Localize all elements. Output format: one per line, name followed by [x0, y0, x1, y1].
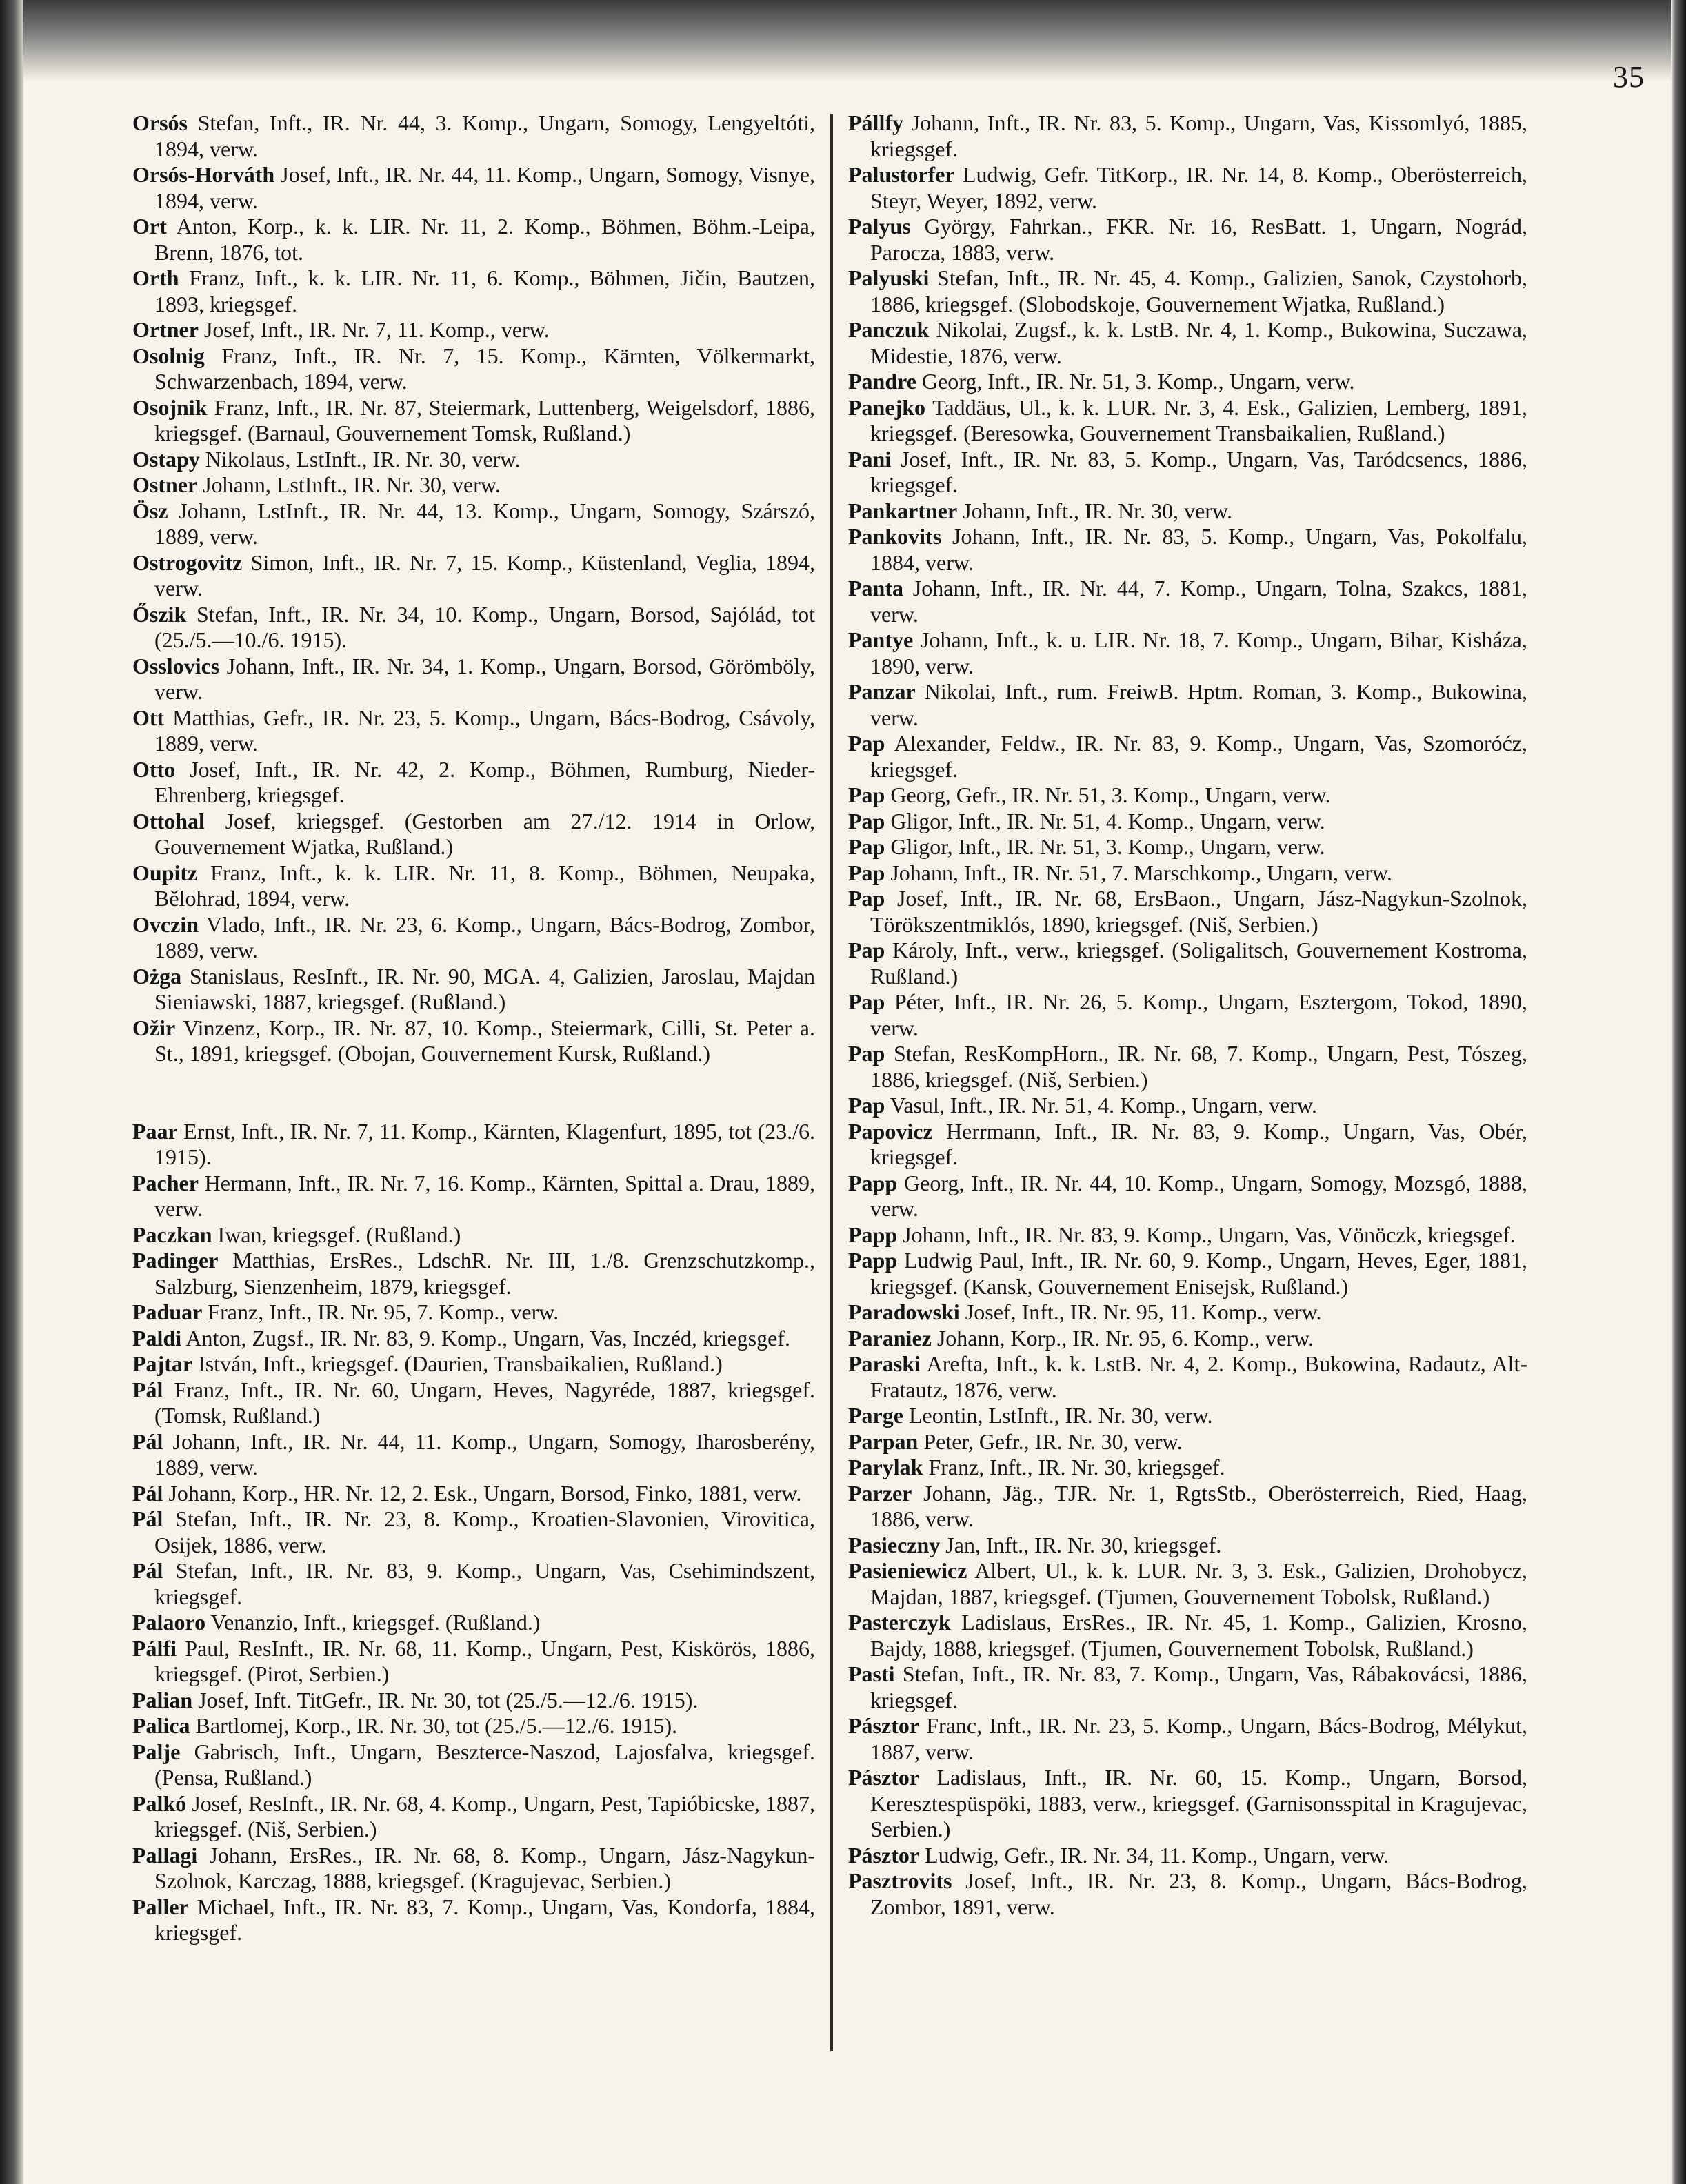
- right-column: [848, 110, 1527, 1920]
- entry-surname: Pásztor: [848, 1713, 920, 1738]
- entry-surname: Pankartner: [848, 498, 958, 523]
- entry-surname: Otto: [132, 756, 176, 782]
- entry-surname: Pap: [848, 989, 885, 1014]
- entry-surname: Panta: [848, 576, 903, 600]
- entry-surname: Pállfy: [848, 110, 903, 135]
- register-entry: [132, 912, 815, 964]
- entry-surname: Osojnik: [132, 394, 208, 420]
- entry-surname: Palkó: [132, 1790, 187, 1816]
- register-entry: [132, 1506, 815, 1558]
- entry-details: Johann, Korp., HR. Nr. 12, 2. Esk., Ungarn, Borsod, Finko, 1881, verw.: [168, 1480, 802, 1506]
- entry-details: Josef, Inft., IR. Nr. 44, 11. Komp., Ungarn, Somogy, Visnye, 1894, verw.: [154, 162, 816, 213]
- entry-details: Peter, Gefr., IR. Nr. 30, verw.: [923, 1428, 1183, 1454]
- register-entry: [848, 989, 1527, 1041]
- entry-details: Georg, Inft., IR. Nr. 51, 3. Komp., Ungarn, verw.: [921, 369, 1355, 394]
- entry-details: Ludwig Paul, Inft., IR. Nr. 60, 9. Komp., Ungarn, Heves, Eger, 1881, kriegsgef. (Kansk, Gouvernement Enisejsk, Rußland.): [870, 1248, 1528, 1299]
- register-entry: [132, 1610, 815, 1636]
- entry-details: Arefta, Inft., k. k. LstB. Nr. 4, 2. Komp., Bukowina, Radautz, Alt-Fratautz, 1876, verw.: [870, 1351, 1528, 1402]
- entry-details: Nikolaus, LstInft., IR. Nr. 30, verw.: [205, 446, 521, 472]
- entry-details: Péter, Inft., IR. Nr. 26, 5. Komp., Ungarn, Esztergom, Tokod, 1890, verw.: [870, 989, 1528, 1040]
- register-entry: [848, 265, 1527, 317]
- entry-surname: Ottohal: [132, 808, 205, 833]
- entry-surname: Paradowski: [848, 1300, 960, 1324]
- entry-surname: Parzer: [848, 1480, 912, 1506]
- entry-surname: Pacher: [132, 1170, 199, 1195]
- entry-details: Ludwig, Gefr., IR. Nr. 34, 11. Komp., Ungarn, verw.: [925, 1842, 1389, 1868]
- entry-surname: Paldi: [132, 1325, 182, 1351]
- entry-details: Josef, Inft. TitGefr., IR. Nr. 30, tot (25./5.—12./6. 1915).: [198, 1687, 699, 1712]
- register-entry: [848, 1765, 1527, 1843]
- entry-details: Johann, Inft., IR. Nr. 83, 5. Komp., Ungarn, Vas, Pokolfalu, 1884, verw.: [870, 524, 1528, 575]
- entry-details: Venanzio, Inft., kriegsgef. (Rußland.): [210, 1610, 541, 1635]
- entry-surname: Pasieczny: [848, 1532, 941, 1557]
- entry-details: Franz, Inft., IR. Nr. 87, Steiermark, Luttenberg, Weigelsdorf, 1886, kriegsgef. (Barnaul, Gouvernement Tomsk, Rußland.): [154, 394, 816, 445]
- entry-surname: Panejko: [848, 394, 925, 420]
- entry-surname: Pap: [848, 886, 885, 911]
- register-entry: [132, 1843, 815, 1894]
- page-number: 35: [1613, 60, 1645, 94]
- entry-details: Stefan, Inft., IR. Nr. 83, 9. Komp., Ungarn, Vas, Csehimindszent, kriegsgef.: [154, 1558, 816, 1609]
- entry-surname: Pap: [848, 1093, 885, 1118]
- register-entry: [848, 1093, 1527, 1119]
- entry-details: Franc, Inft., IR. Nr. 23, 5. Komp., Ungarn, Bács-Bodrog, Mélykut, 1887, verw.: [870, 1713, 1528, 1764]
- scan-shadow-left: [0, 0, 23, 2184]
- entry-surname: Pandre: [848, 369, 916, 394]
- entry-surname: Pap: [848, 731, 885, 756]
- register-entry: [132, 705, 815, 757]
- entry-surname: Pasterczyk: [848, 1610, 951, 1635]
- entry-surname: Oupitz: [132, 860, 198, 885]
- register-entry: [848, 576, 1527, 627]
- entry-details: Vasul, Inft., IR. Nr. 51, 4. Komp., Ungarn, verw.: [890, 1093, 1317, 1118]
- register-entry: [132, 964, 815, 1015]
- entry-details: Johann, Inft., IR. Nr. 34, 1. Komp., Ungarn, Borsod, Görömböly, verw.: [154, 653, 816, 704]
- entry-details: Franz, Inft., IR. Nr. 30, kriegsgef.: [928, 1455, 1225, 1479]
- entry-details: Paul, ResInft., IR. Nr. 68, 11. Komp., Ungarn, Pest, Kiskörös, 1886, kriegsgef. (Pirot, Serbien.): [154, 1635, 816, 1686]
- entry-details: Johann, Korp., IR. Nr. 95, 6. Komp., verw.: [936, 1325, 1314, 1351]
- entry-details: Gabrisch, Inft., Ungarn, Beszterce-Naszod, Lajosfalva, kriegsgef. (Pensa, Rußland.): [154, 1739, 816, 1790]
- register-entry: [848, 110, 1527, 162]
- entry-surname: Palustorfer: [848, 162, 955, 187]
- entry-surname: Parge: [848, 1403, 903, 1428]
- column-divider: [830, 114, 833, 2051]
- entry-surname: Papp: [848, 1248, 898, 1273]
- register-entry: [848, 524, 1527, 576]
- entry-details: Johann, Inft., IR. Nr. 51, 7. Marschkomp., Ungarn, verw.: [890, 860, 1392, 885]
- register-entry: [848, 1403, 1527, 1429]
- register-entry: [132, 550, 815, 602]
- entry-surname: Pál: [132, 1428, 163, 1454]
- entry-surname: Osslovics: [132, 653, 220, 678]
- entry-details: Johann, Inft., k. u. LIR. Nr. 18, 7. Komp., Ungarn, Bihar, Kisháza, 1890, verw.: [870, 627, 1528, 678]
- register-entry: [848, 679, 1527, 731]
- right-column-entries: [848, 110, 1527, 1920]
- entry-surname: Pap: [848, 834, 885, 859]
- register-entry: [848, 1661, 1527, 1713]
- register-entry: [132, 214, 815, 265]
- register-entry: [848, 395, 1527, 447]
- register-entry: [132, 602, 815, 654]
- entry-details: Stefan, Inft., IR. Nr. 45, 4. Komp., Galizien, Sanok, Czystohorb, 1886, kriegsgef. (Slobodskoje, Gouvernement Wjatka, Rußland.): [870, 265, 1528, 316]
- entry-details: Michael, Inft., IR. Nr. 83, 7. Komp., Ungarn, Vas, Kondorfa, 1884, kriegsgef.: [154, 1894, 816, 1945]
- register-entry: [848, 860, 1527, 887]
- entry-details: Johann, Jäg., TJR. Nr. 1, RgtsStb., Oberösterreich, Ried, Haag, 1886, verw.: [870, 1480, 1528, 1531]
- entry-details: Ludwig, Gefr. TitKorp., IR. Nr. 14, 8. Komp., Oberösterreich, Steyr, Weyer, 1892, verw.: [870, 162, 1528, 213]
- register-entry: [132, 1688, 815, 1714]
- entry-details: Iwan, kriegsgef. (Rußland.): [217, 1222, 461, 1247]
- entry-surname: Ostapy: [132, 446, 200, 472]
- entry-details: Leontin, LstInft., IR. Nr. 30, verw.: [908, 1403, 1213, 1428]
- entry-details: Vlado, Inft., IR. Nr. 23, 6. Komp., Ungarn, Bács-Bodrog, Zombor, 1889, verw.: [154, 911, 816, 962]
- entry-surname: Pál: [132, 1558, 163, 1583]
- register-entry: [848, 731, 1527, 782]
- entry-surname: Palaoro: [132, 1610, 206, 1635]
- entry-surname: Ott: [132, 705, 165, 730]
- entry-details: Herrmann, Inft., IR. Nr. 83, 9. Komp., Ungarn, Vas, Obér, kriegsgef.: [870, 1118, 1528, 1169]
- entry-surname: Ostrogovitz: [132, 549, 243, 575]
- entry-details: Anton, Korp., k. k. LIR. Nr. 11, 2. Komp., Böhmen, Böhm.-Leipa, Brenn, 1876, tot.: [154, 214, 816, 265]
- entry-details: Johann, Inft., IR. Nr. 44, 7. Komp., Ungarn, Tolna, Szakcs, 1881, verw.: [870, 576, 1528, 627]
- entry-details: Alexander, Feldw., IR. Nr. 83, 9. Komp., Ungarn, Vas, Szomoróćz, kriegsgef.: [870, 731, 1528, 782]
- entry-surname: Panzar: [848, 679, 916, 704]
- register-entry: [132, 1015, 815, 1067]
- register-entry: [848, 1351, 1527, 1403]
- entry-details: Josef, ResInft., IR. Nr. 68, 4. Komp., Ungarn, Pest, Tapióbicske, 1887, kriegsgef. (Niš, Serbien.): [154, 1790, 816, 1841]
- register-entry: [848, 447, 1527, 498]
- entry-details: Simon, Inft., IR. Nr. 7, 15. Komp., Küstenland, Veglia, 1894, verw.: [154, 549, 816, 600]
- register-entry: [848, 886, 1527, 938]
- register-entry: [132, 1377, 815, 1429]
- register-entry: [848, 627, 1527, 679]
- register-entry: [132, 1171, 815, 1222]
- entry-details: Nikolai, Inft., rum. FreiwB. Hptm. Roman, 3. Komp., Bukowina, verw.: [870, 679, 1528, 730]
- register-entry: [132, 1300, 815, 1326]
- register-entry: [132, 1558, 815, 1610]
- entry-surname: Paraski: [848, 1351, 921, 1376]
- entry-details: Bartlomej, Korp., IR. Nr. 30, tot (25./5.—12./6. 1915).: [195, 1713, 678, 1738]
- register-entry: [848, 1558, 1527, 1610]
- entry-details: Gligor, Inft., IR. Nr. 51, 4. Komp., Ungarn, verw.: [890, 808, 1325, 833]
- entry-details: Hermann, Inft., IR. Nr. 7, 16. Komp., Kärnten, Spittal a. Drau, 1889, verw.: [154, 1170, 816, 1221]
- entry-details: Taddäus, Ul., k. k. LUR. Nr. 3, 4. Esk., Galizien, Lemberg, 1891, kriegsgef. (Beresowka, Gouvernement Transbaikalien, Rußland.): [870, 394, 1528, 445]
- scan-shadow-top: [0, 0, 1686, 81]
- register-entry: [848, 498, 1527, 525]
- entry-details: Vinzenz, Korp., IR. Nr. 87, 10. Komp., Steiermark, Cilli, St. Peter a. St., 1891, kriegsgef. (Obojan, Gouvernement Kursk, Rußland.): [154, 1015, 816, 1066]
- entry-details: Georg, Gefr., IR. Nr. 51, 3. Komp., Ungarn, verw.: [890, 782, 1331, 807]
- entry-surname: Pásztor: [848, 1842, 920, 1868]
- register-entry: [132, 1119, 815, 1171]
- entry-surname: Pantye: [848, 627, 914, 652]
- register-entry: [132, 1739, 815, 1791]
- register-entry: [848, 938, 1527, 989]
- entry-details: Josef, Inft., IR. Nr. 95, 11. Komp., verw.: [965, 1300, 1322, 1324]
- entry-details: Jan, Inft., IR. Nr. 30, kriegsgef.: [945, 1532, 1222, 1557]
- entry-details: Georg, Inft., IR. Nr. 44, 10. Komp., Ungarn, Somogy, Mozsgó, 1888, verw.: [870, 1170, 1528, 1221]
- entry-details: György, Fahrkan., FKR. Nr. 16, ResBatt. 1, Ungarn, Nográd, Parocza, 1883, verw.: [870, 214, 1528, 265]
- entry-surname: Pap: [848, 860, 885, 885]
- entry-details: Stefan, Inft., IR. Nr. 34, 10. Komp., Ungarn, Borsod, Sajólád, tot (25./5.—10./6. 1915).: [154, 601, 816, 652]
- register-entry: [848, 1248, 1527, 1300]
- entry-surname: Ösz: [132, 498, 168, 523]
- entry-surname: Pap: [848, 938, 885, 962]
- entry-surname: Paduar: [132, 1300, 203, 1324]
- entry-surname: Papp: [848, 1222, 898, 1247]
- entry-surname: Pallagi: [132, 1842, 198, 1868]
- register-entry: [132, 1481, 815, 1507]
- register-entry: [848, 1041, 1527, 1093]
- entry-details: Franz, Inft., k. k. LIR. Nr. 11, 6. Komp., Böhmen, Jičin, Bautzen, 1893, kriegsgef.: [154, 265, 815, 316]
- entry-surname: Paller: [132, 1894, 189, 1919]
- register-entry: [132, 1636, 815, 1688]
- entry-surname: Őszik: [132, 601, 187, 627]
- entry-surname: Pasztrovits: [848, 1868, 952, 1893]
- register-entry: [848, 1713, 1527, 1765]
- entry-details: Franz, Inft., IR. Nr. 60, Ungarn, Heves, Nagyréde, 1887, kriegsgef. (Tomsk, Rußland.): [154, 1377, 816, 1428]
- entry-details: Franz, Inft., IR. Nr. 95, 7. Komp., verw.: [208, 1300, 559, 1324]
- entry-surname: Pasieniewicz: [848, 1558, 967, 1583]
- register-entry: [848, 1326, 1527, 1352]
- entry-surname: Paczkan: [132, 1222, 212, 1247]
- register-entry: [132, 1894, 815, 1946]
- entry-surname: Ortner: [132, 317, 199, 342]
- register-entry: [132, 395, 815, 447]
- entry-details: Stefan, Inft., IR. Nr. 23, 8. Komp., Kroatien-Slavonien, Virovitica, Osijek, 1886, verw.: [154, 1506, 816, 1557]
- register-entry: [848, 782, 1527, 809]
- entry-details: Josef, Inft., IR. Nr. 83, 5. Komp., Ungarn, Vas, Taródcsencs, 1886, kriegsgef.: [870, 446, 1528, 497]
- entry-details: Johann, LstInft., IR. Nr. 44, 13. Komp., Ungarn, Somogy, Szárszó, 1889, verw.: [154, 498, 816, 549]
- left-column: [132, 110, 815, 1946]
- register-entry: [848, 1843, 1527, 1869]
- entry-details: Gligor, Inft., IR. Nr. 51, 3. Komp., Ungarn, verw.: [890, 834, 1325, 859]
- entry-surname: Pásztor: [848, 1765, 920, 1790]
- entry-details: Johann, Inft., IR. Nr. 44, 11. Komp., Ungarn, Somogy, Iharosberény, 1889, verw.: [154, 1428, 816, 1479]
- entry-details: Ernst, Inft., IR. Nr. 7, 11. Komp., Kärnten, Klagenfurt, 1895, tot (23./6. 1915).: [154, 1118, 815, 1169]
- entry-surname: Pál: [132, 1377, 163, 1402]
- register-entry: [848, 1300, 1527, 1326]
- entry-surname: Padinger: [132, 1248, 219, 1273]
- register-entry: [132, 757, 815, 809]
- entry-surname: Palyus: [848, 214, 911, 239]
- entry-details: Albert, Ul., k. k. LUR. Nr. 3, 3. Esk., Galizien, Drohobycz, Majdan, 1887, kriegsgef. (Tjumen, Gouvernement Tobolsk, Rußland.): [870, 1558, 1528, 1609]
- register-entry: [132, 860, 815, 912]
- entry-details: Josef, Inft., IR. Nr. 68, ErsBaon., Ungarn, Jász-Nagykun-Szolnok, Törökszentmiklós, 1890, kriegsgef. (Niš, Serbien.): [870, 886, 1528, 937]
- entry-surname: Ostner: [132, 472, 198, 497]
- entry-surname: Pajtar: [132, 1351, 193, 1376]
- entry-details: Matthias, ErsRes., LdschR. Nr. III, 1./8. Grenzschutzkomp., Salzburg, Sienzenheim, 1879, kriegsgef.: [154, 1248, 816, 1299]
- section-p-entries: [132, 1119, 815, 1946]
- register-entry: [132, 1248, 815, 1300]
- entry-details: Stanislaus, ResInft., IR. Nr. 90, MGA. 4, Galizien, Jaroslau, Majdan Sieniawski, 1887, kriegsgef. (Rußland.): [154, 963, 816, 1014]
- entry-details: Stefan, Inft., IR. Nr. 83, 7. Komp., Ungarn, Vas, Rábakovácsi, 1886, kriegsgef.: [870, 1661, 1528, 1712]
- entry-details: Ladislaus, Inft., IR. Nr. 60, 15. Komp., Ungarn, Borsod, Keresztespüspöki, 1883, verw., kriegsgef. (Garnisonsspital in Kragujevac, Serbien.): [870, 1765, 1528, 1841]
- register-entry: [132, 1222, 815, 1248]
- entry-details: Károly, Inft., verw., kriegsgef. (Soligalitsch, Gouvernement Kostroma, Rußland.): [870, 938, 1528, 989]
- entry-details: Johann, Inft., IR. Nr. 30, verw.: [963, 498, 1232, 523]
- register-entry: [848, 369, 1527, 395]
- entry-details: Franz, Inft., k. k. LIR. Nr. 11, 8. Komp., Böhmen, Neupaka, Bělohrad, 1894, verw.: [154, 860, 816, 911]
- entry-surname: Pankovits: [848, 524, 942, 549]
- entry-details: Johann, Inft., IR. Nr. 83, 5. Komp., Ungarn, Vas, Kissomlyó, 1885, kriegsgef.: [870, 110, 1528, 161]
- register-entry: [848, 834, 1527, 860]
- entry-surname: Pál: [132, 1506, 163, 1531]
- entry-surname: Pap: [848, 782, 885, 807]
- entry-details: Josef, Inft., IR. Nr. 42, 2. Komp., Böhmen, Rumburg, Nieder-Ehrenberg, kriegsgef.: [154, 756, 815, 807]
- entry-details: Anton, Zugsf., IR. Nr. 83, 9. Komp., Ungarn, Vas, Inczéd, kriegsgef.: [185, 1325, 790, 1351]
- section-o-entries: [132, 110, 815, 1067]
- register-entry: [132, 162, 815, 214]
- entry-details: Johann, LstInft., IR. Nr. 30, verw.: [203, 472, 501, 497]
- register-entry: [848, 162, 1527, 214]
- register-entry: [132, 343, 815, 395]
- register-entry: [848, 1868, 1527, 1920]
- register-entry: [848, 809, 1527, 835]
- register-entry: [132, 654, 815, 705]
- entry-surname: Palian: [132, 1687, 193, 1712]
- entry-details: Nikolai, Zugsf., k. k. LstB. Nr. 4, 1. Komp., Bukowina, Suczawa, Midestie, 1876, verw.: [870, 317, 1528, 368]
- entry-surname: Palyuski: [848, 265, 930, 290]
- entry-surname: Paraniez: [848, 1325, 932, 1351]
- entry-surname: Pap: [848, 808, 885, 833]
- register-entry: [132, 1429, 815, 1481]
- register-entry: [848, 1610, 1527, 1661]
- entry-surname: Ožir: [132, 1015, 176, 1040]
- entry-surname: Pap: [848, 1041, 885, 1066]
- scan-shadow-right: [1671, 0, 1686, 2184]
- register-entry: [132, 498, 815, 550]
- entry-details: Franz, Inft., IR. Nr. 7, 15. Komp., Kärnten, Völkermarkt, Schwarzenbach, 1894, verw.: [154, 343, 816, 394]
- entry-surname: Papovicz: [848, 1118, 933, 1144]
- entry-surname: Pál: [132, 1480, 163, 1506]
- register-entry: [132, 1326, 815, 1352]
- register-entry: [132, 110, 815, 162]
- entry-details: Ladislaus, ErsRes., IR. Nr. 45, 1. Komp., Galizien, Krosno, Bajdy, 1888, kriegsgef. (Tjumen, Gouvernement Tobolsk, Rußland.): [870, 1610, 1528, 1661]
- entry-surname: Parylak: [848, 1455, 923, 1479]
- register-entry: [132, 1713, 815, 1739]
- entry-surname: Pálfi: [132, 1635, 177, 1661]
- register-entry: [848, 317, 1527, 369]
- entry-details: Johann, Inft., IR. Nr. 83, 9. Komp., Ungarn, Vas, Vönöczk, kriegsgef.: [903, 1222, 1516, 1247]
- entry-surname: Palica: [132, 1713, 190, 1738]
- register-entry: [132, 472, 815, 498]
- entry-surname: Parpan: [848, 1428, 919, 1454]
- entry-surname: Orsós: [132, 110, 188, 135]
- entry-surname: Orsós-Horváth: [132, 162, 275, 187]
- register-entry: [848, 1171, 1527, 1222]
- entry-surname: Ort: [132, 214, 167, 239]
- entry-details: Josef, Inft., IR. Nr. 7, 11. Komp., verw.: [203, 317, 550, 342]
- entry-details: Josef, Inft., IR. Nr. 23, 8. Komp., Ungarn, Bács-Bodrog, Zombor, 1891, verw.: [870, 1868, 1528, 1919]
- register-entry: [132, 265, 815, 317]
- entry-surname: Ożga: [132, 963, 182, 989]
- entry-details: Johann, ErsRes., IR. Nr. 68, 8. Komp., Ungarn, Jász-Nagykun-Szolnok, Karczag, 1888, kriegsgef. (Kragujevac, Serbien.): [154, 1842, 816, 1893]
- register-entry: [848, 1533, 1527, 1559]
- register-entry: [132, 447, 815, 473]
- entry-surname: Papp: [848, 1170, 898, 1195]
- entry-surname: Pasti: [848, 1661, 895, 1686]
- register-entry: [848, 1455, 1527, 1481]
- register-entry: [848, 1222, 1527, 1248]
- entry-details: Stefan, Inft., IR. Nr. 44, 3. Komp., Ungarn, Somogy, Lengyeltóti, 1894, verw.: [154, 110, 816, 161]
- entry-details: Josef, kriegsgef. (Gestorben am 27./12. 1914 in Orlow, Gouvernement Wjatka, Rußland.): [154, 808, 816, 859]
- register-entry: [848, 1119, 1527, 1171]
- entry-surname: Orth: [132, 265, 179, 290]
- entry-surname: Ovczin: [132, 911, 199, 937]
- entry-surname: Palje: [132, 1739, 181, 1764]
- entry-details: István, Inft., kriegsgef. (Daurien, Transbaikalien, Rußland.): [198, 1351, 723, 1376]
- entry-surname: Paar: [132, 1118, 178, 1144]
- register-entry: [848, 214, 1527, 265]
- register-entry: [132, 809, 815, 860]
- entry-surname: Osolnig: [132, 343, 205, 368]
- register-entry: [848, 1481, 1527, 1533]
- entry-surname: Pani: [848, 446, 892, 472]
- register-entry: [132, 1351, 815, 1377]
- section-gap: [132, 1067, 815, 1119]
- entry-surname: Panczuk: [848, 317, 930, 342]
- register-entry: [848, 1429, 1527, 1455]
- register-entry: [132, 317, 815, 343]
- entry-details: Matthias, Gefr., IR. Nr. 23, 5. Komp., Ungarn, Bács-Bodrog, Csávoly, 1889, verw.: [154, 705, 816, 756]
- register-entry: [132, 1791, 815, 1843]
- entry-details: Stefan, ResKompHorn., IR. Nr. 68, 7. Komp., Ungarn, Pest, Tószeg, 1886, kriegsgef. (Niš, Serbien.): [870, 1041, 1528, 1092]
